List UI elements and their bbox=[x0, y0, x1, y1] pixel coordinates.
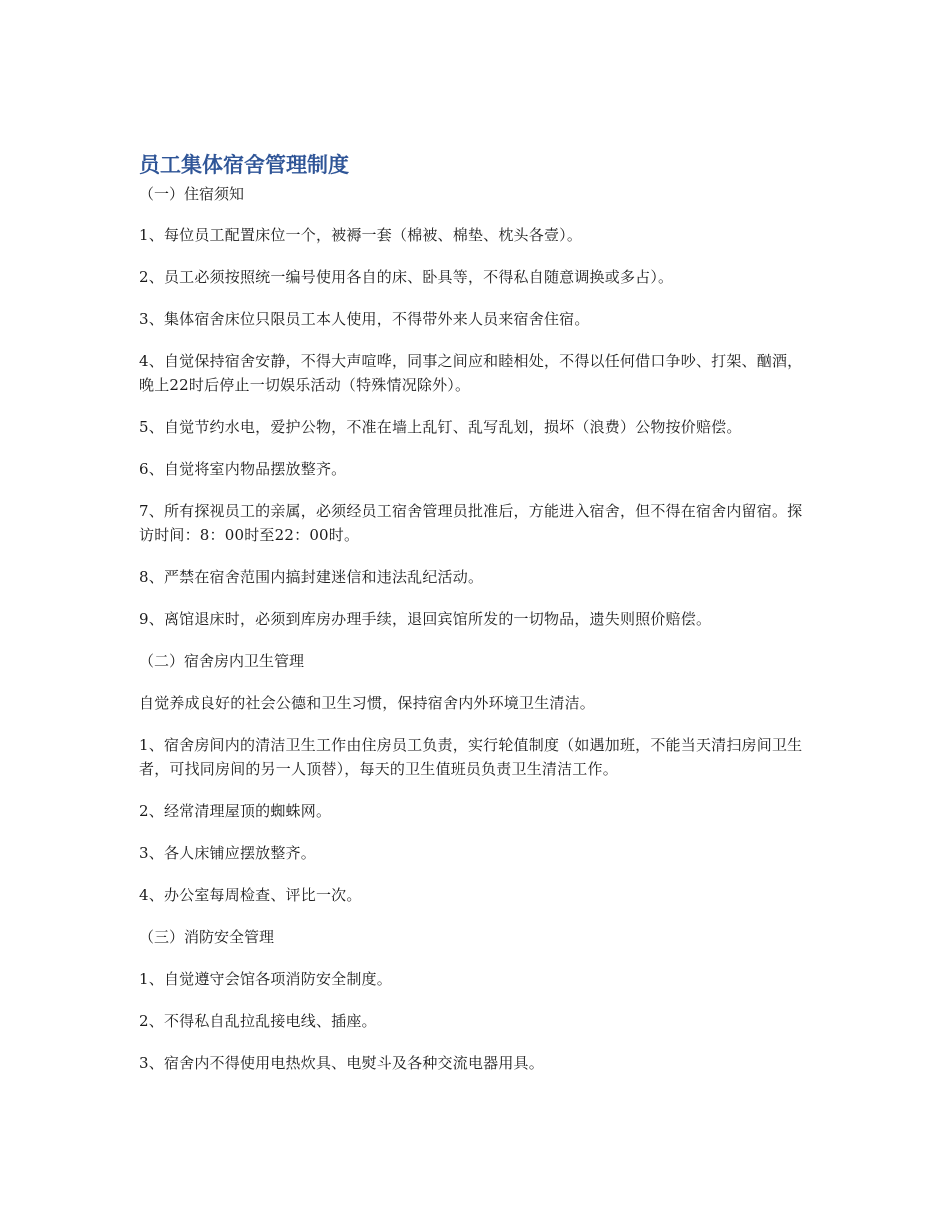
list-item: 3、宿舍内不得使用电热炊具、电熨斗及各种交流电器用具。 bbox=[139, 1054, 544, 1072]
list-item: 1、每位员工配置床位一个，被褥一套（棉被、棉垫、枕头各壹）。 bbox=[139, 226, 583, 244]
list-item: 6、自觉将室内物品摆放整齐。 bbox=[139, 460, 347, 478]
section-accommodation bbox=[139, 182, 809, 631]
document-title: 员工集体宿舍管理制度 bbox=[139, 153, 349, 177]
section-heading: （三）消防安全管理 bbox=[139, 928, 275, 946]
list-item: 2、经常清理屋顶的蜘蛛网。 bbox=[139, 802, 332, 820]
section-heading: （一）住宿须知 bbox=[139, 185, 245, 203]
section-heading: （二）宿舍房内卫生管理 bbox=[139, 652, 305, 670]
list-item: 7、所有探视员工的亲属，必须经员工宿舍管理员批准后，方能进入宿舍，但不得在宿舍内留宿。探访时间：8：00时至22：00时。 bbox=[139, 502, 803, 544]
list-item: 2、不得私自乱拉乱接电线、插座。 bbox=[139, 1012, 377, 1030]
section-hygiene bbox=[139, 649, 809, 907]
list-item: 8、严禁在宿舍范围内搞封建迷信和违法乱纪活动。 bbox=[139, 568, 484, 586]
list-item: 5、自觉节约水电，爱护公物，不准在墙上乱钉、乱写乱划，损坏（浪费）公物按价赔偿。 bbox=[139, 418, 742, 436]
list-item: 1、自觉遵守会馆各项消防安全制度。 bbox=[139, 970, 392, 988]
list-item: 1、宿舍房间内的清洁卫生工作由住房员工负责，实行轮值制度（如遇加班，不能当天清扫房间卫生者，可找同房间的另一人顶替），每天的卫生值班员负责卫生清洁工作。 bbox=[139, 736, 803, 778]
list-item: 4、办公室每周检查、评比一次。 bbox=[139, 886, 362, 904]
list-item: 3、各人床铺应摆放整齐。 bbox=[139, 844, 316, 862]
list-item: 4、自觉保持宿舍安静，不得大声喧哗，同事之间应和睦相处，不得以任何借口争吵、打架、酗酒，晚上22时后停止一切娱乐活动（特殊情况除外）。 bbox=[139, 352, 803, 394]
list-item: 9、离馆退床时，必须到库房办理手续，退回宾馆所发的一切物品，遗失则照价赔偿。 bbox=[139, 610, 712, 628]
document-page bbox=[139, 150, 809, 1093]
section-fire-safety bbox=[139, 925, 809, 1075]
list-item: 3、集体宿舍床位只限员工本人使用，不得带外来人员来宿舍住宿。 bbox=[139, 310, 590, 328]
section-intro: 自觉养成良好的社会公德和卫生习惯，保持宿舍内外环境卫生清洁。 bbox=[139, 694, 596, 712]
list-item: 2、员工必须按照统一编号使用各自的床、卧具等，不得私自随意调换或多占）。 bbox=[139, 268, 674, 286]
